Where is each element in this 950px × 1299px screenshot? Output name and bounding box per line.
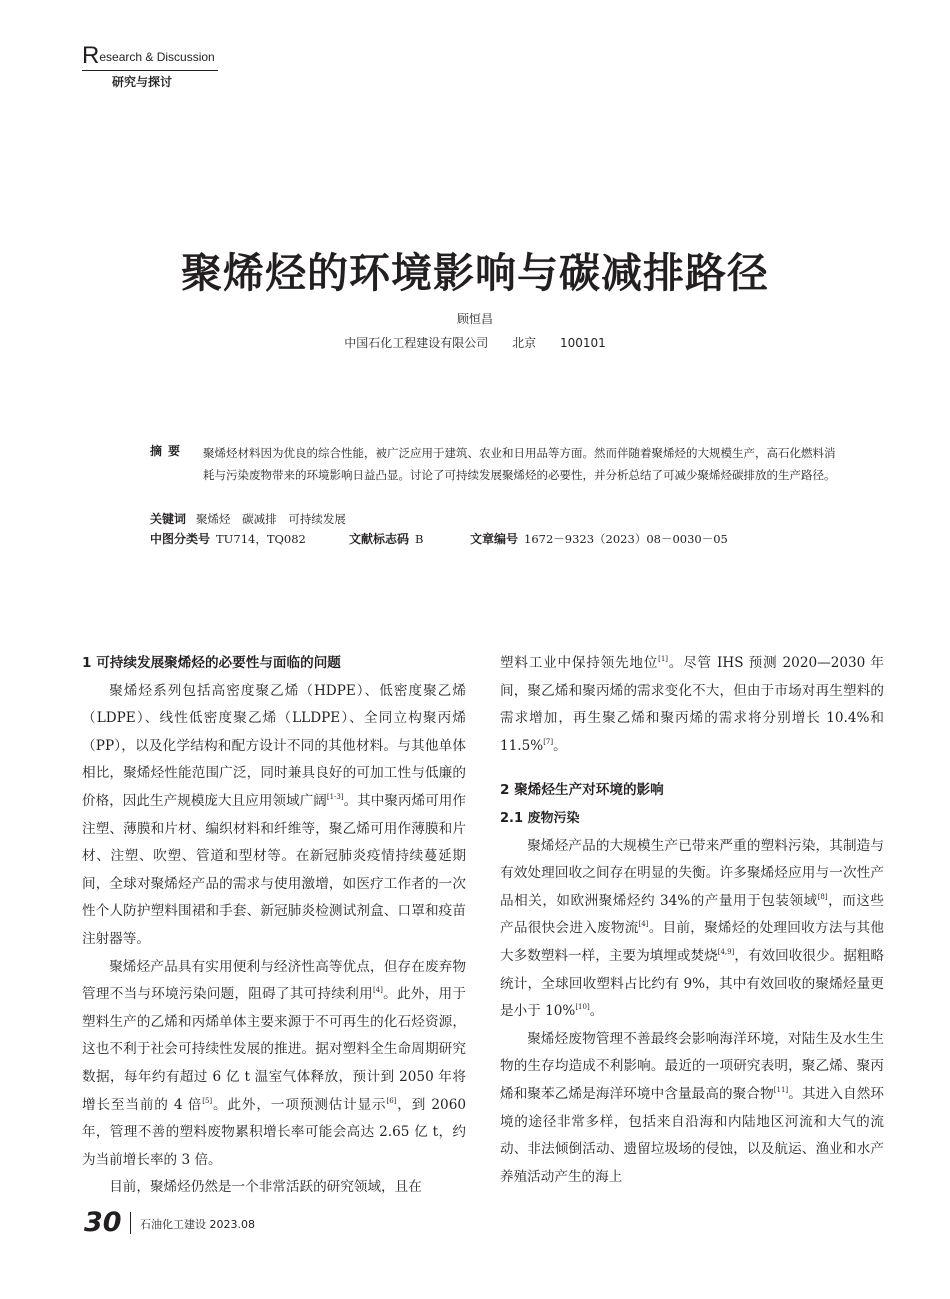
citation: [11] xyxy=(773,1085,789,1094)
citation: [7] xyxy=(543,737,554,746)
subsection-heading-2-1: 2.1 废物污染 xyxy=(500,810,580,826)
journal-name: 石油化工建设 2023.08 xyxy=(140,1218,255,1231)
section-label-en: Research & Discussion xyxy=(82,42,215,69)
citation: [4] xyxy=(372,986,383,995)
doc-code-label: 文献标志码 xyxy=(349,532,410,546)
keywords xyxy=(150,508,346,527)
article-number-value: 1672－9323（2023）08－0030－05 xyxy=(524,532,728,546)
section-heading-1: 1 可持续发展聚烯烃的必要性与面临的问题 xyxy=(82,655,341,671)
paragraph: 聚烯烃废物管理不善最终会影响海洋环境，对陆生及水生生物的生存均造成不利影响。最近的一项研究表明，聚乙烯、聚丙烯和聚苯乙烯是海洋环境中含量最高的聚合物[11]。其进入自然环境的途径非常多样，包括来自沿海和内陆地区河流和大气的流动、非法倾倒活动、遗留垃圾场的侵蚀，以及航运、渔业和水产养殖活动产生的海上 xyxy=(500,1030,885,1185)
doc-code-value: B xyxy=(415,532,424,546)
clc-field xyxy=(150,530,306,547)
doc-code-field xyxy=(349,530,423,547)
keywords-label: 关键词 xyxy=(150,512,187,526)
paragraph: 聚烯烃系列包括高密度聚乙烯（HDPE）、低密度聚乙烯（LDPE）、线性低密度聚乙烯（LLDPE）、全同立构聚丙烯（PP），以及化学结构和配方设计不同的其他材料。与其他单体相比，聚烯烃性能范围广泛，同时兼具良好的可加工性与低廉的价格，因此生产规模庞大且应用领域广阔[1-3]。其中聚丙烯可用作注塑、薄膜和片材、编织材料和纤维等，聚乙烯可用作薄膜和片材、注塑、吹塑、管道和型材等。在新冠肺炎疫情持续蔓延期间，全球对聚烯烃产品的需求与使用激增，如医疗工作者的一次性个人防护塑料围裙和手套、新冠肺炎检测试剂盒、口罩和疫苗注射器等。 xyxy=(82,682,466,947)
abstract xyxy=(150,442,840,486)
section-heading-2: 2 聚烯烃生产对环境的影响 xyxy=(500,782,664,799)
paragraph: 目前，聚烯烃仍然是一个非常活跃的研究领域，且在 xyxy=(109,1179,422,1196)
keywords-value: 聚烯烃 碳减排 可持续发展 xyxy=(196,512,346,526)
section-label-cn: 研究与探讨 xyxy=(112,75,173,89)
citation: [4] xyxy=(638,920,649,929)
affiliation xyxy=(0,334,950,351)
clc-label: 中图分类号 xyxy=(150,532,211,546)
paragraph: 聚烯烃产品的大规模生产已带来严重的塑料污染，其制造与有效处理回收之间存在明显的失衡。许多聚烯烃应用与一次性产品相关，如欧洲聚烯烃约 34%的产量用于包装领域[8]，而这些产品很快会进入废物流[4]。目前，聚烯烃的处理回收方法与其他大多数塑料一样，主要为填埋或焚烧[4,9]，有效回收很少。据粗略统计，全球回收塑料占比约有 9%，其中有效回收的聚烯烃量更是小于 10%[10]。 xyxy=(500,837,885,1020)
affiliation-postcode: 100101 xyxy=(559,336,606,350)
article-title: 聚烯烃的环境影响与碳减排路径 xyxy=(181,249,769,297)
affiliation-city: 北京 xyxy=(512,336,537,350)
article-number-label: 文章编号 xyxy=(470,532,519,546)
abstract-label: 摘要 xyxy=(150,444,187,458)
paragraph-continued: 塑料工业中保持领先地位[1]。尽管 IHS 预测 2020—2030 年间，聚乙烯和聚丙烯的需求变化不大，但由于市场对再生塑料的需求增加，再生聚乙烯和聚丙烯的需求将分别增长 10.4%和 11.5%[7]。 xyxy=(500,655,884,754)
footer-separator xyxy=(130,1212,131,1234)
citation: [4,9] xyxy=(717,947,735,956)
abstract-text: 聚烯烃材料因为优良的综合性能，被广泛应用于建筑、农业和日用品等方面。然而伴随着聚烯烃的大规模生产，高石化燃料消耗与污染废物带来的环境影响日益凸显。讨论了可持续发展聚烯烃的必要性，并分析总结了可减少聚烯烃碳排放的生产路径。 xyxy=(203,446,836,482)
citation: [6] xyxy=(386,1096,397,1105)
citation: [1-3] xyxy=(326,792,344,801)
paragraph: 聚烯烃产品具有实用便利与经济性高等优点，但存在废弃物管理不当与环境污染问题，阻碍了其可持续利用[4]。此外，用于塑料生产的乙烯和丙烯单体主要来源于不可再生的化石烃资源，这也不利于社会可持续性发展的推进。据对塑料全生命周期研究数据，每年约有超过 6 亿 t 温室气体释放，预计到 2050 年将增长至当前的 4 倍[5]。此外，一项预测估计显示[6]，到 2060 年，管理不善的塑料废物累积增长率可能会高达 2.65 亿 t，约为当前增长率的 3 倍。 xyxy=(82,958,467,1168)
body-column-left xyxy=(82,650,466,1202)
author-name: 顾恒昌 xyxy=(456,312,493,326)
page-number: 30 xyxy=(84,1207,122,1238)
article-number-field xyxy=(470,530,728,547)
citation: [10] xyxy=(575,1003,590,1012)
citation: [1] xyxy=(658,655,669,663)
citation: [5] xyxy=(202,1096,213,1105)
citation: [8] xyxy=(817,892,828,901)
body-column-right xyxy=(500,650,884,1191)
affiliation-org: 中国石化工程建设有限公司 xyxy=(344,336,489,350)
header-rule xyxy=(82,70,218,71)
clc-value: TU714，TQ082 xyxy=(216,532,306,546)
